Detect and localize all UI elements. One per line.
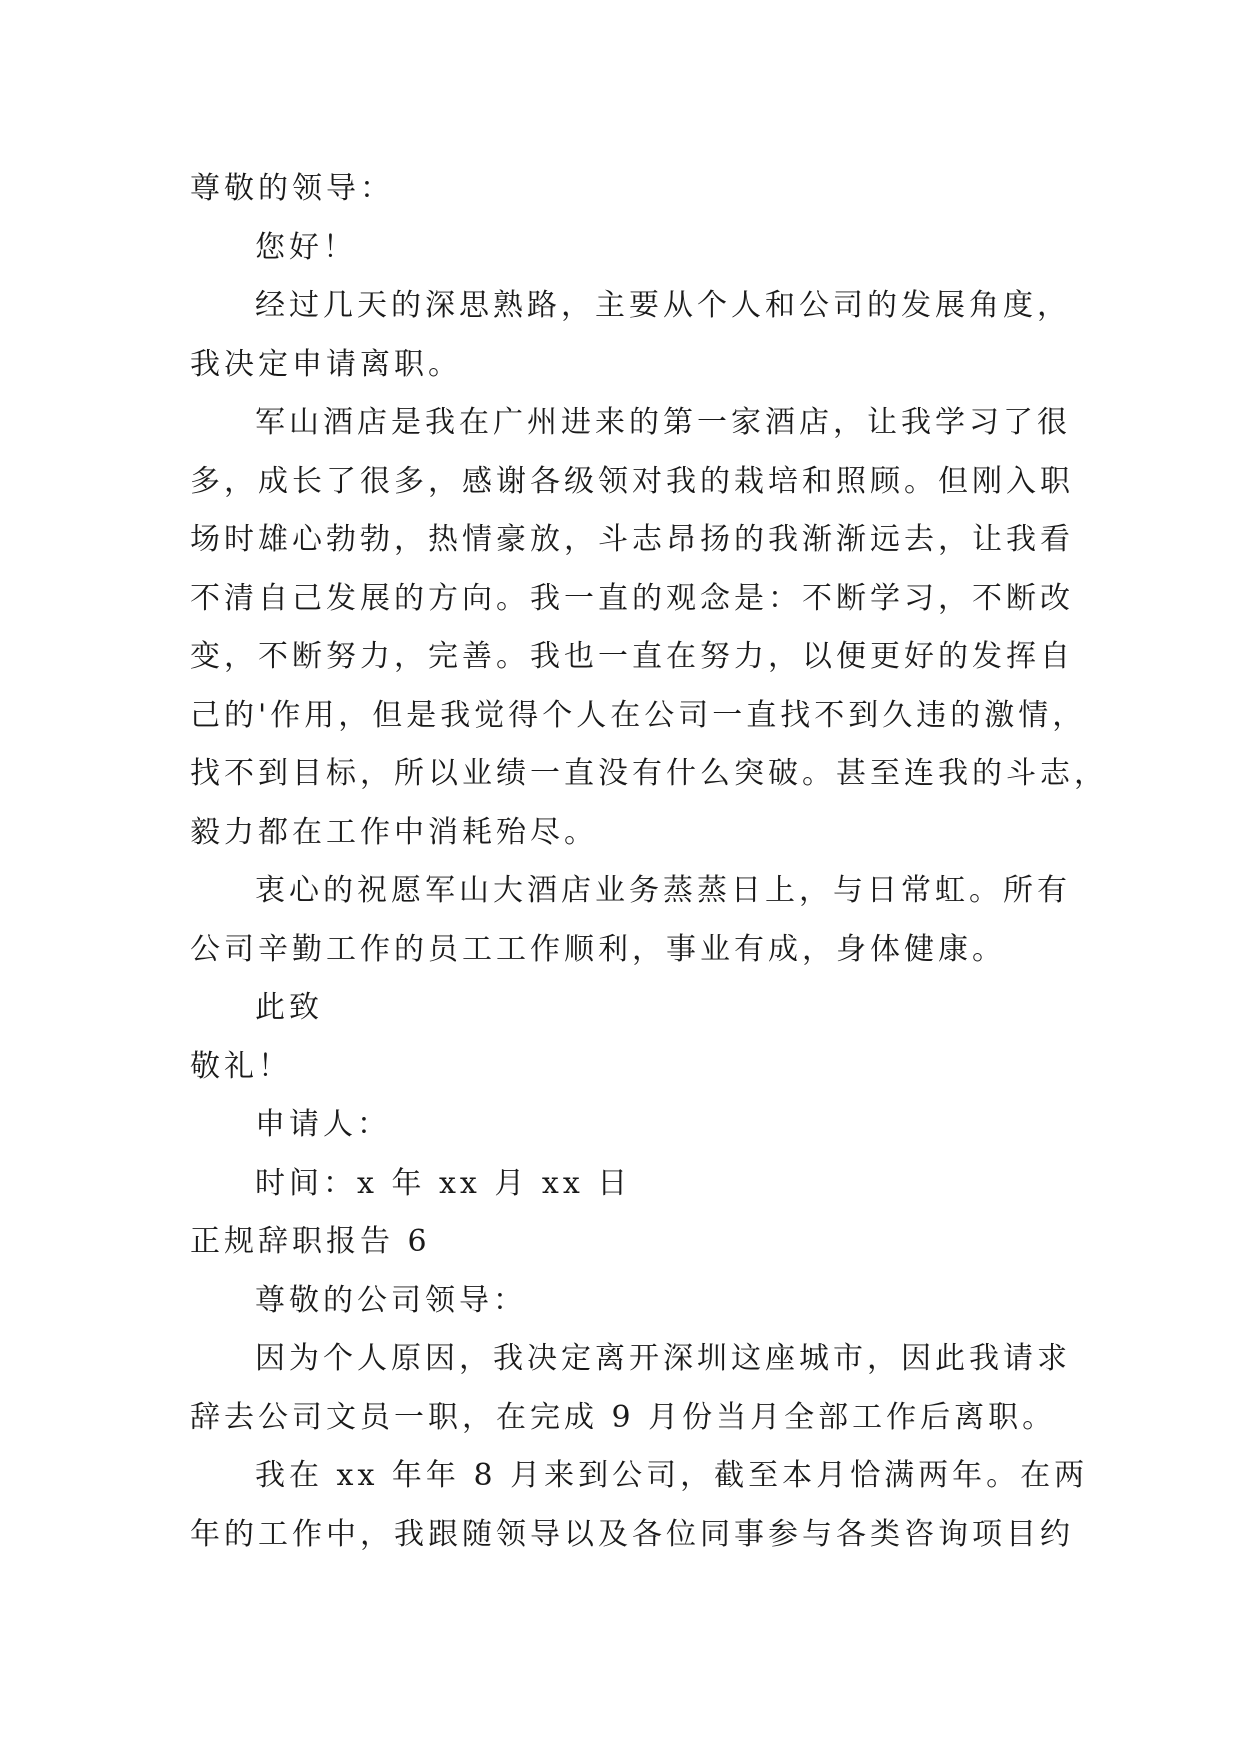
document-line: 毅力都在工作中消耗殆尽。 [190, 814, 598, 850]
document-line: 辞去公司文员一职，在完成 9 月份当月全部工作后离职。 [190, 1399, 1057, 1435]
document-line: 公司辛勤工作的员工工作顺利，事业有成，身体健康。 [190, 931, 1006, 967]
document-line: 找不到目标，所以业绩一直没有什么突破。甚至连我的斗志， [190, 756, 1108, 791]
document-line: 我在 xx 年年 8 月来到公司，截至本月恰满两年。在两 [255, 1458, 1089, 1493]
document-line: 敬礼！ [190, 1048, 292, 1084]
document-body [190, 160, 1108, 1564]
document-line: 不清自己发展的方向。我一直的观念是：不断学习，不断改 [190, 580, 1074, 616]
document-line: 时间：x 年 xx 月 xx 日 [255, 1165, 632, 1201]
document-line: 多，成长了很多，感谢各级领对我的栽培和照顾。但刚入职 [190, 463, 1074, 499]
document-line: 己的'作用，但是我觉得个人在公司一直找不到久违的激情， [190, 697, 1087, 733]
document-line: 尊敬的公司领导： [255, 1282, 527, 1318]
document-line: 您好！ [255, 229, 357, 265]
document-line: 因为个人原因，我决定离开深圳这座城市，因此我请求 [255, 1341, 1071, 1376]
document-line: 年的工作中，我跟随领导以及各位同事参与各类咨询项目约 [190, 1516, 1074, 1552]
document-line: 变，不断努力，完善。我也一直在努力，以便更好的发挥自 [190, 639, 1074, 674]
document-line: 尊敬的领导： [190, 171, 394, 206]
document-line: 正规辞职报告 6 [190, 1224, 431, 1259]
document-line: 我决定申请离职。 [190, 346, 462, 382]
document-line: 场时雄心勃勃，热情豪放，斗志昂扬的我渐渐远去，让我看 [190, 522, 1074, 557]
document-line: 衷心的祝愿军山大酒店业务蒸蒸日上，与日常虹。所有 [255, 873, 1071, 908]
document-line: 此致 [255, 990, 323, 1025]
document-line: 军山酒店是我在广州进来的第一家酒店，让我学习了很 [255, 405, 1071, 440]
document-line: 经过几天的深思熟路，主要从个人和公司的发展角度， [255, 288, 1071, 323]
document-line: 申请人： [255, 1107, 391, 1142]
